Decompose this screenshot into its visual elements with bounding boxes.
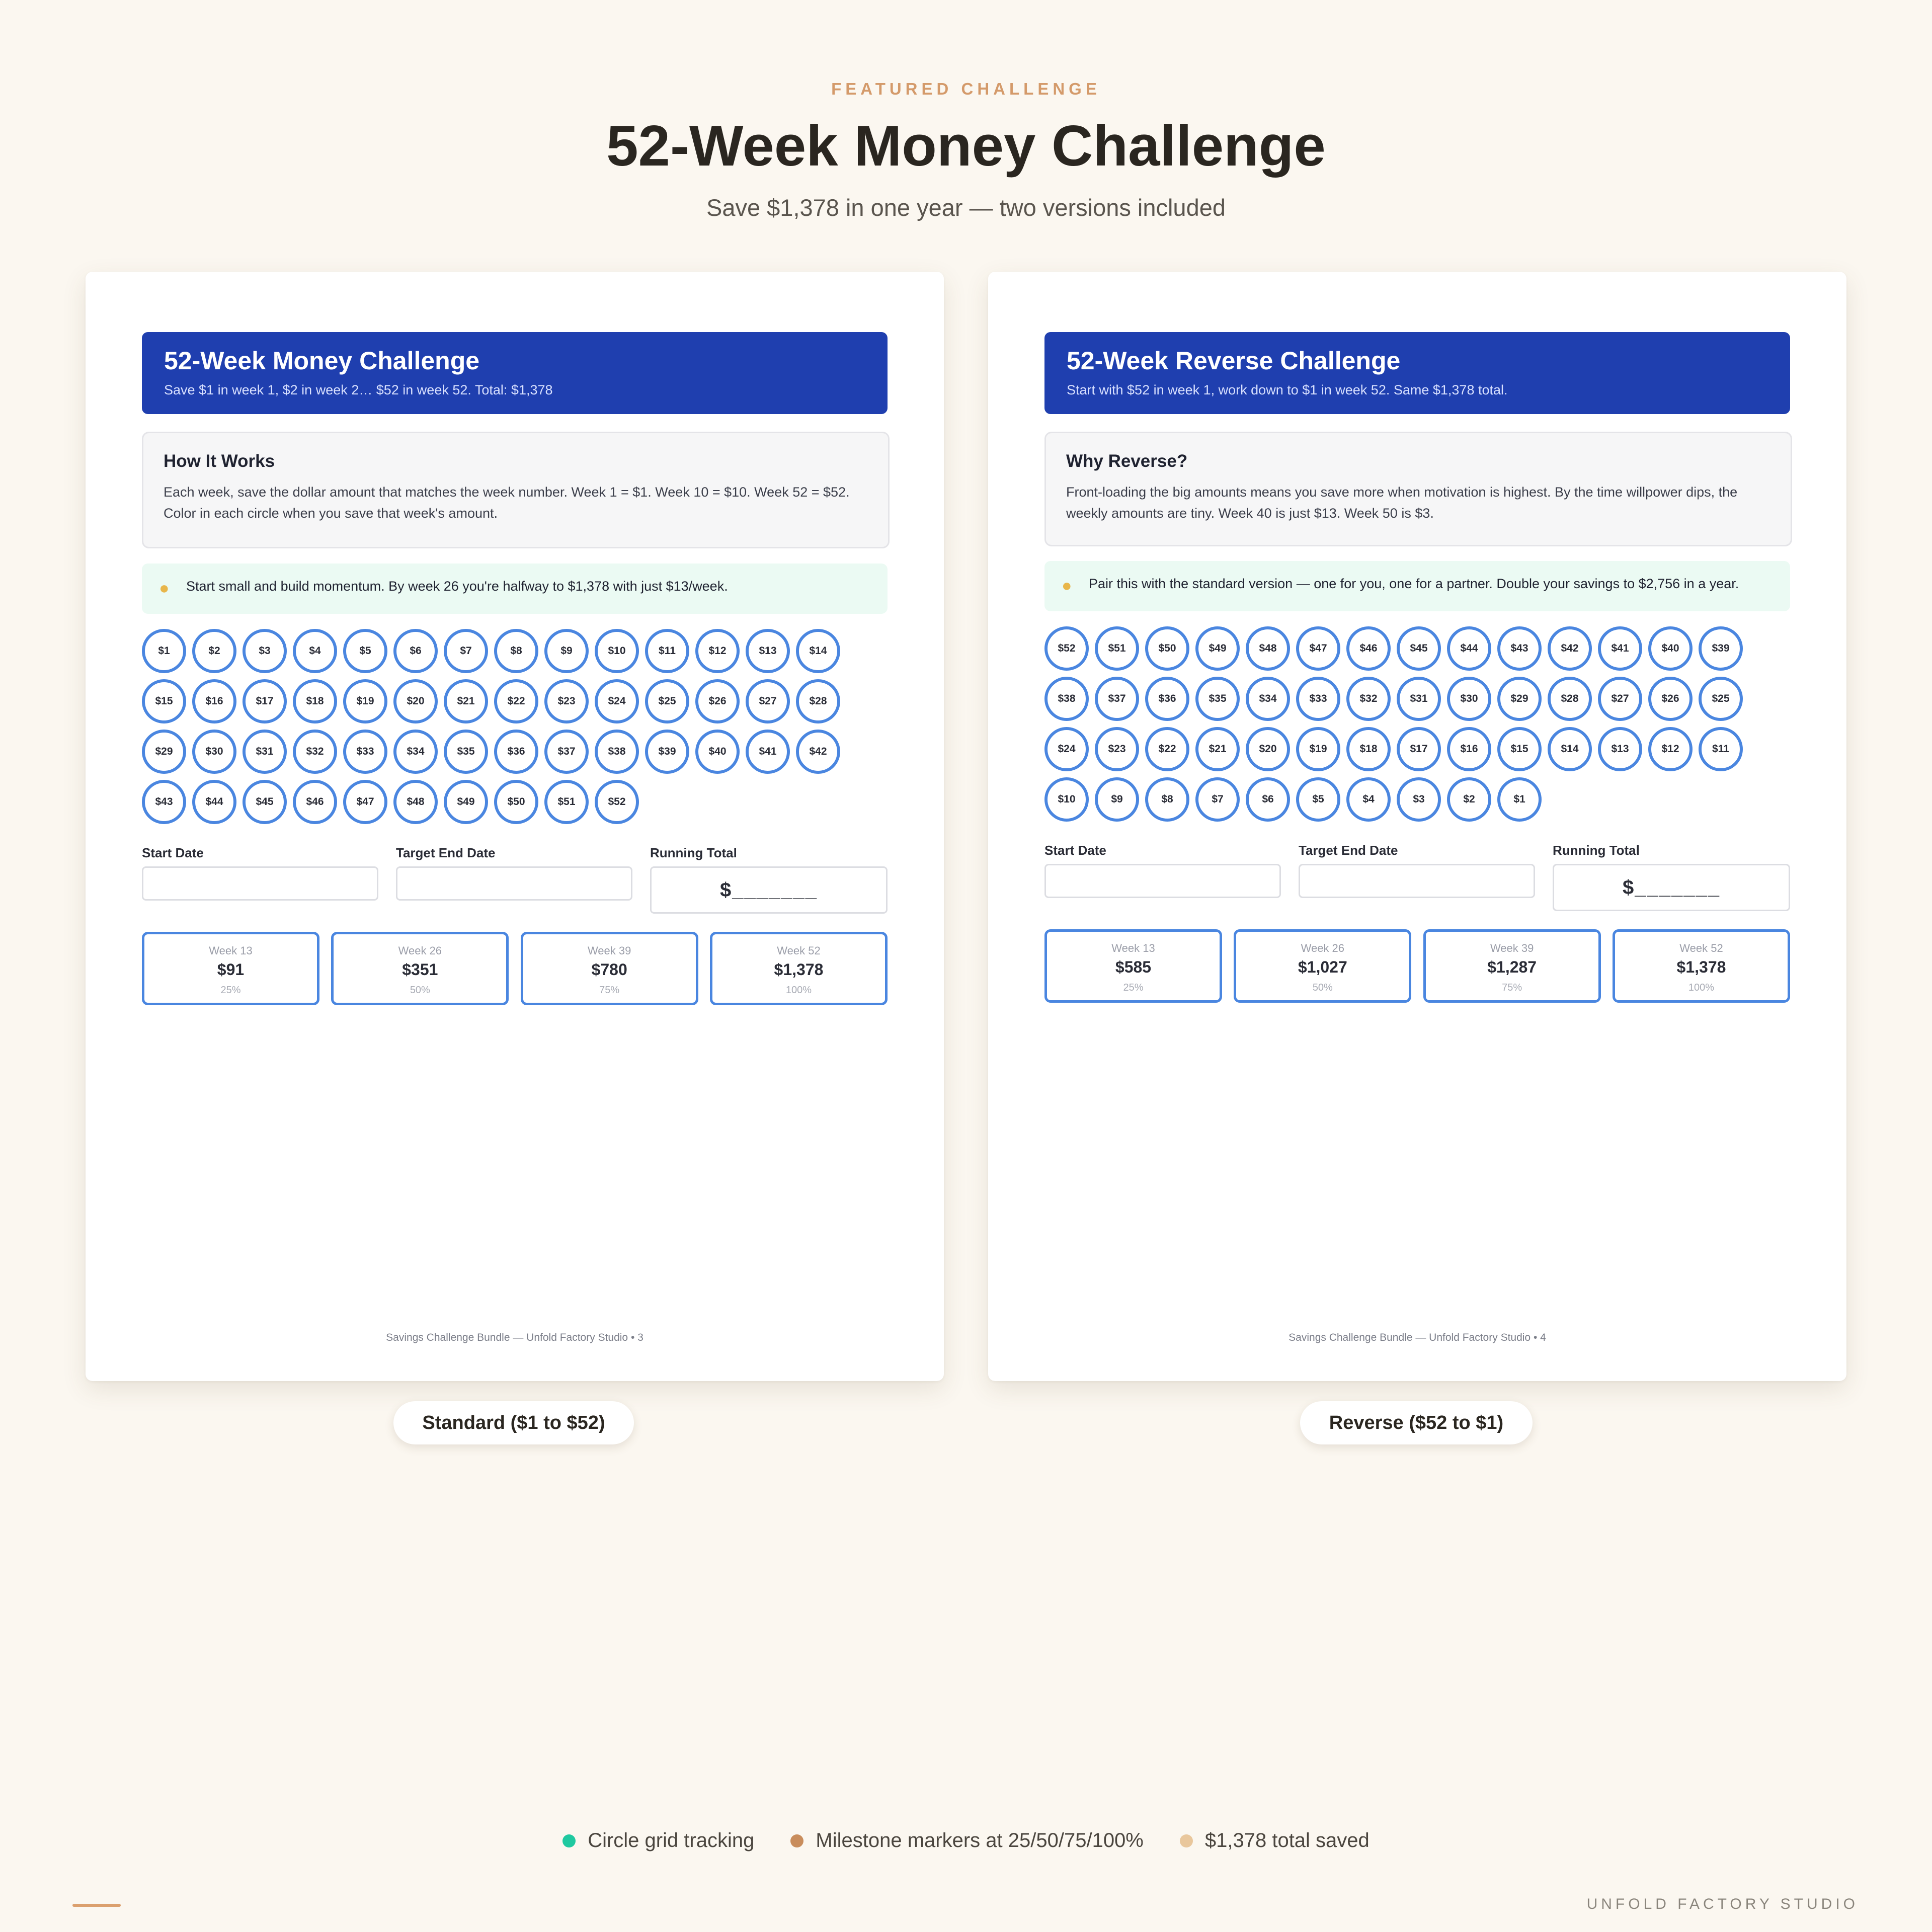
milestone-week: Week 26 xyxy=(398,944,442,957)
page-footer: Savings Challenge Bundle — Unfold Factory Studio • 3 xyxy=(386,1332,643,1343)
banner-subtitle: Save $1 in week 1, $2 in week 2… $52 in week 52. Total: $1,378 xyxy=(164,382,553,397)
savings-circle[interactable]: $8 xyxy=(1145,777,1189,822)
savings-circle[interactable]: $32 xyxy=(293,730,337,774)
info-body: Each week, save the dollar amount that matches the week number. Week 1 = $1. Week 10 = $10. Week 52 = $52. Color in each circle when you save that week's amount. xyxy=(164,485,850,521)
end-date-field[interactable] xyxy=(1299,864,1535,898)
feature-item xyxy=(790,1829,1143,1852)
milestone-row xyxy=(142,932,888,1005)
savings-circle[interactable]: $34 xyxy=(393,730,438,774)
savings-circle[interactable]: $29 xyxy=(142,730,186,774)
savings-circle[interactable]: $50 xyxy=(1145,626,1189,671)
savings-circle[interactable]: $13 xyxy=(746,629,790,673)
milestone-amount: $1,287 xyxy=(1487,958,1537,976)
savings-circle[interactable]: $22 xyxy=(1145,727,1189,771)
savings-circle[interactable]: $42 xyxy=(1548,626,1592,671)
milestone-card xyxy=(142,932,319,1005)
milestone-amount: $1,378 xyxy=(1676,958,1726,976)
milestone-card xyxy=(331,932,509,1005)
bullet-dot-icon xyxy=(790,1834,803,1847)
milestone-amount: $780 xyxy=(591,960,627,979)
info-title: Why Reverse? xyxy=(1066,451,1188,471)
savings-circle[interactable]: $28 xyxy=(1548,677,1592,721)
savings-circle[interactable]: $18 xyxy=(293,679,337,723)
savings-circle[interactable]: $14 xyxy=(796,629,840,673)
end-date-field[interactable] xyxy=(396,866,632,901)
milestone-week: Week 52 xyxy=(1679,942,1723,954)
savings-circle[interactable]: $21 xyxy=(1195,727,1240,771)
milestone-amount: $585 xyxy=(1115,958,1152,976)
savings-circle[interactable]: $3 xyxy=(1397,777,1441,822)
savings-circle[interactable]: $17 xyxy=(243,679,287,723)
milestone-card xyxy=(1234,929,1411,1003)
milestone-week: Week 52 xyxy=(777,944,821,957)
savings-circle[interactable]: $42 xyxy=(796,730,840,774)
savings-circle[interactable]: $52 xyxy=(595,780,639,824)
milestone-week: Week 39 xyxy=(587,944,631,957)
savings-circle[interactable]: $4 xyxy=(1346,777,1391,822)
feature-label: $1,378 total saved xyxy=(1204,1829,1370,1852)
milestone-card xyxy=(1423,929,1601,1003)
standard-page xyxy=(86,272,944,1381)
savings-circle[interactable]: $26 xyxy=(1648,677,1693,721)
page-title: 52-Week Money Challenge xyxy=(606,114,1326,178)
milestone-percent: 100% xyxy=(785,985,812,996)
milestone-card xyxy=(1613,929,1790,1003)
savings-circle[interactable]: $49 xyxy=(1195,626,1240,671)
savings-circle[interactable]: $23 xyxy=(1095,727,1139,771)
savings-circle[interactable]: $47 xyxy=(343,780,387,824)
savings-circle[interactable]: $21 xyxy=(444,679,488,723)
tip-box xyxy=(142,564,888,614)
savings-circle[interactable]: $25 xyxy=(1699,677,1743,721)
savings-circle[interactable]: $40 xyxy=(695,730,740,774)
savings-circle[interactable]: $31 xyxy=(243,730,287,774)
savings-circle[interactable]: $35 xyxy=(1195,677,1240,721)
banner-subtitle: Start with $52 in week 1, work down to $1 in week 52. Same $1,378 total. xyxy=(1067,382,1508,397)
savings-circle[interactable]: $16 xyxy=(1447,727,1491,771)
reverse-caption: Reverse ($52 to $1) xyxy=(1300,1401,1533,1444)
savings-circle[interactable]: $9 xyxy=(544,629,589,673)
milestone-amount: $1,027 xyxy=(1298,958,1347,976)
start-date-field[interactable] xyxy=(142,866,378,901)
savings-circle[interactable]: $19 xyxy=(343,679,387,723)
tip-box xyxy=(1044,561,1790,611)
savings-circle[interactable]: $44 xyxy=(192,780,236,824)
savings-circle[interactable]: $44 xyxy=(1447,626,1491,671)
savings-circle[interactable]: $25 xyxy=(645,679,689,723)
savings-circle[interactable]: $20 xyxy=(393,679,438,723)
savings-circle[interactable]: $10 xyxy=(595,629,639,673)
tip-text: Start small and build momentum. By week 26 you're halfway to $1,378 with just $13/week. xyxy=(186,579,728,594)
start-date-field[interactable] xyxy=(1044,864,1281,898)
savings-circle[interactable]: $46 xyxy=(293,780,337,824)
circle-grid xyxy=(1044,626,1790,822)
savings-circle[interactable]: $6 xyxy=(393,629,438,673)
eyebrow: FEATURED CHALLENGE xyxy=(831,79,1101,98)
savings-circle[interactable]: $39 xyxy=(645,730,689,774)
savings-circle[interactable]: $34 xyxy=(1246,677,1290,721)
savings-circle[interactable]: $30 xyxy=(1447,677,1491,721)
info-body: Front-loading the big amounts means you save more when motivation is highest. By the time willpower dips, the weekly amounts are tiny. Week 40 is just $13. Week 50 is $3. xyxy=(1066,485,1738,521)
banner-title: 52-Week Reverse Challenge xyxy=(1067,347,1401,375)
bullet-dot-icon xyxy=(562,1834,576,1847)
standard-banner xyxy=(142,332,888,414)
savings-circle[interactable]: $12 xyxy=(695,629,740,673)
savings-circle[interactable]: $45 xyxy=(243,780,287,824)
savings-circle[interactable]: $45 xyxy=(1397,626,1441,671)
milestone-amount: $91 xyxy=(217,960,245,979)
savings-circle[interactable]: $7 xyxy=(444,629,488,673)
savings-circle[interactable]: $33 xyxy=(343,730,387,774)
feature-list xyxy=(0,1829,1932,1852)
lightbulb-icon: ● xyxy=(1062,576,1072,595)
milestone-percent: 25% xyxy=(220,985,241,996)
running-total-label: Running Total xyxy=(1553,843,1640,858)
milestone-percent: 50% xyxy=(410,985,430,996)
milestone-percent: 100% xyxy=(1688,982,1715,993)
savings-circle[interactable]: $29 xyxy=(1497,677,1542,721)
milestone-percent: 75% xyxy=(1502,982,1522,993)
savings-circle[interactable]: $27 xyxy=(746,679,790,723)
end-date-label: Target End Date xyxy=(396,845,496,860)
savings-circle[interactable]: $39 xyxy=(1699,626,1743,671)
savings-circle[interactable]: $8 xyxy=(494,629,538,673)
savings-circle[interactable]: $36 xyxy=(1145,677,1189,721)
tip-text: Pair this with the standard version — one for you, one for a partner. Double your savings to $2,756 in a year. xyxy=(1089,576,1739,591)
lightbulb-icon: ● xyxy=(159,579,170,598)
savings-circle[interactable]: $1 xyxy=(1497,777,1542,822)
savings-circle[interactable]: $33 xyxy=(1296,677,1340,721)
info-title: How It Works xyxy=(164,451,275,471)
savings-circle[interactable]: $15 xyxy=(1497,727,1542,771)
savings-circle[interactable]: $15 xyxy=(142,679,186,723)
reverse-banner xyxy=(1044,332,1790,414)
savings-circle[interactable]: $1 xyxy=(142,629,186,673)
reverse-page xyxy=(988,272,1846,1381)
milestone-amount: $1,378 xyxy=(774,960,824,979)
savings-circle[interactable]: $2 xyxy=(192,629,236,673)
savings-circle[interactable]: $9 xyxy=(1095,777,1139,822)
bullet-dot-icon xyxy=(1180,1834,1193,1847)
accent-line xyxy=(72,1904,121,1907)
milestone-row xyxy=(1044,929,1790,1003)
savings-circle[interactable]: $35 xyxy=(444,730,488,774)
savings-circle[interactable]: $14 xyxy=(1548,727,1592,771)
savings-circle[interactable]: $48 xyxy=(1246,626,1290,671)
milestone-percent: 50% xyxy=(1312,982,1333,993)
savings-circle[interactable]: $10 xyxy=(1044,777,1089,822)
savings-circle[interactable]: $36 xyxy=(494,730,538,774)
end-date-label: Target End Date xyxy=(1299,843,1398,858)
standard-caption: Standard ($1 to $52) xyxy=(393,1401,634,1444)
feature-item xyxy=(562,1829,754,1852)
milestone-week: Week 13 xyxy=(209,944,253,957)
milestone-week: Week 13 xyxy=(1111,942,1155,954)
savings-circle[interactable]: $11 xyxy=(1699,727,1743,771)
savings-circle[interactable]: $37 xyxy=(544,730,589,774)
start-date-label: Start Date xyxy=(142,845,204,860)
savings-circle[interactable]: $19 xyxy=(1296,727,1340,771)
milestone-percent: 25% xyxy=(1123,982,1144,993)
feature-label: Milestone markers at 25/50/75/100% xyxy=(816,1829,1144,1852)
milestone-week: Week 26 xyxy=(1301,942,1345,954)
savings-circle[interactable]: $24 xyxy=(595,679,639,723)
milestone-amount: $351 xyxy=(402,960,438,979)
savings-circle[interactable]: $24 xyxy=(1044,727,1089,771)
savings-circle[interactable]: $38 xyxy=(1044,677,1089,721)
page-footer: Savings Challenge Bundle — Unfold Factory Studio • 4 xyxy=(1289,1332,1546,1343)
milestone-week: Week 39 xyxy=(1490,942,1534,954)
savings-circle[interactable]: $2 xyxy=(1447,777,1491,822)
feature-item xyxy=(1180,1829,1370,1852)
savings-circle[interactable]: $43 xyxy=(1497,626,1542,671)
running-total-field[interactable]: $_______ xyxy=(1553,864,1790,911)
savings-circle[interactable]: $50 xyxy=(494,780,538,824)
milestone-percent: 75% xyxy=(599,985,620,996)
savings-circle[interactable]: $28 xyxy=(796,679,840,723)
savings-circle[interactable]: $16 xyxy=(192,679,236,723)
running-total-label: Running Total xyxy=(650,845,737,860)
savings-circle[interactable]: $22 xyxy=(494,679,538,723)
savings-circle[interactable]: $48 xyxy=(393,780,438,824)
running-total-field[interactable]: $_______ xyxy=(650,866,888,914)
savings-circle[interactable]: $49 xyxy=(444,780,488,824)
savings-circle[interactable]: $38 xyxy=(595,730,639,774)
savings-circle[interactable]: $17 xyxy=(1397,727,1441,771)
milestone-card xyxy=(710,932,888,1005)
banner-title: 52-Week Money Challenge xyxy=(164,347,480,375)
savings-circle[interactable]: $23 xyxy=(544,679,589,723)
savings-circle[interactable]: $20 xyxy=(1246,727,1290,771)
circle-grid xyxy=(142,629,888,824)
savings-circle[interactable]: $27 xyxy=(1598,677,1642,721)
savings-circle[interactable]: $12 xyxy=(1648,727,1693,771)
savings-circle[interactable]: $31 xyxy=(1397,677,1441,721)
savings-circle[interactable]: $3 xyxy=(243,629,287,673)
savings-circle[interactable]: $6 xyxy=(1246,777,1290,822)
savings-circle[interactable]: $26 xyxy=(695,679,740,723)
savings-circle[interactable]: $13 xyxy=(1598,727,1642,771)
savings-circle[interactable]: $32 xyxy=(1346,677,1391,721)
savings-circle[interactable]: $52 xyxy=(1044,626,1089,671)
savings-circle[interactable]: $40 xyxy=(1648,626,1693,671)
page-subtitle: Save $1,378 in one year — two versions included xyxy=(706,194,1226,221)
savings-circle[interactable]: $51 xyxy=(544,780,589,824)
savings-circle[interactable]: $51 xyxy=(1095,626,1139,671)
savings-circle[interactable]: $46 xyxy=(1346,626,1391,671)
feature-label: Circle grid tracking xyxy=(588,1829,755,1852)
how-it-works-box xyxy=(142,432,890,548)
savings-circle[interactable]: $5 xyxy=(343,629,387,673)
savings-circle[interactable]: $41 xyxy=(746,730,790,774)
savings-circle[interactable]: $18 xyxy=(1346,727,1391,771)
start-date-label: Start Date xyxy=(1044,843,1106,858)
savings-circle[interactable]: $43 xyxy=(142,780,186,824)
savings-circle[interactable]: $4 xyxy=(293,629,337,673)
savings-circle[interactable]: $47 xyxy=(1296,626,1340,671)
savings-circle[interactable]: $11 xyxy=(645,629,689,673)
savings-circle[interactable]: $37 xyxy=(1095,677,1139,721)
savings-circle[interactable]: $30 xyxy=(192,730,236,774)
savings-circle[interactable]: $7 xyxy=(1195,777,1240,822)
milestone-card xyxy=(521,932,698,1005)
savings-circle[interactable]: $41 xyxy=(1598,626,1642,671)
savings-circle[interactable]: $5 xyxy=(1296,777,1340,822)
why-reverse-box xyxy=(1044,432,1792,546)
brand-name: UNFOLD FACTORY STUDIO xyxy=(1586,1896,1859,1912)
milestone-card xyxy=(1044,929,1222,1003)
